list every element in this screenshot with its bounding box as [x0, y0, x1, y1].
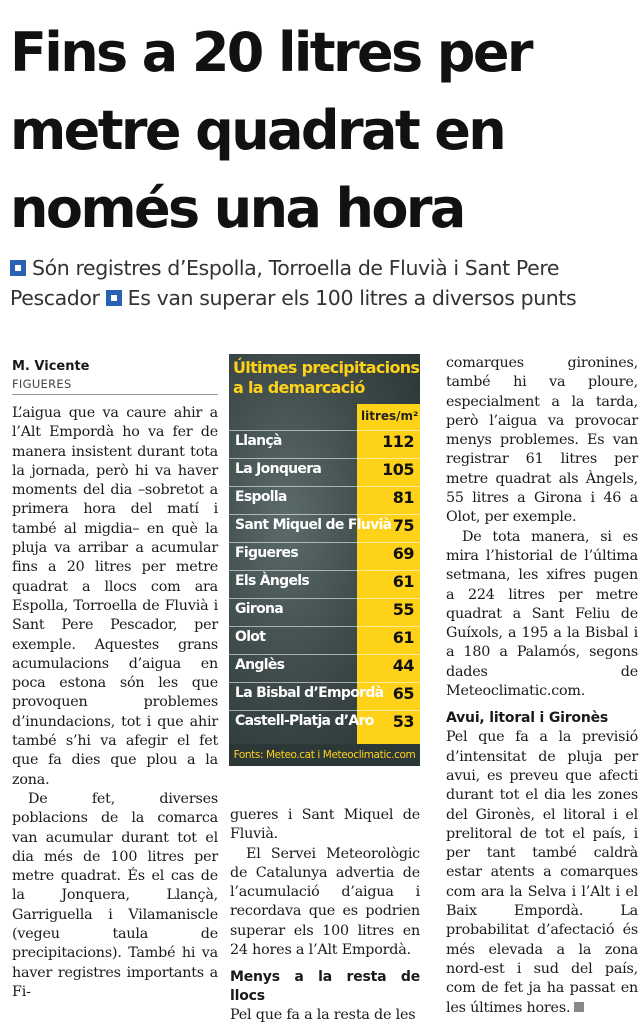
table-row — [229, 430, 420, 454]
table-source: Fonts: Meteo.cat i Meteoclimatic.com — [229, 744, 420, 766]
subheadline-part-1: Són registres d’Espolla, Torroella de Fluvià i Sant Pere — [32, 256, 560, 280]
row-place: Olot — [235, 629, 266, 645]
byline — [12, 358, 218, 395]
table-row — [229, 570, 420, 594]
row-value: 44 — [392, 656, 414, 675]
table-title-line-2: a la demarcació — [233, 378, 365, 397]
headline — [10, 14, 635, 248]
body-column-1 — [12, 404, 218, 1002]
paragraph: gueres i Sant Miquel de Fluvià. — [230, 807, 420, 843]
paragraph-text: Pel que fa a la previsió d’intensitat de pluja per avui, es preveu que afecti durant tot el dia les zones del Gironès, el litoral i el prelitoral de tot el país, i per tant també caldrà estar atents a comarques com ara la Selva i l’Alt i el Baix Empordà. La probabilitat d’afectació és més elevada a la zona nord-est i sud del país, com de fet ja ha passat en les últimes hores. — [446, 729, 638, 1016]
row-value: 53 — [392, 712, 414, 731]
table-row — [229, 542, 420, 566]
headline-line-3: només una hora — [10, 177, 464, 240]
table-unit: litres/m² — [361, 409, 419, 423]
paragraph: L’aigua que va caure ahir a l’Alt Empordà ho va fer de manera insistent durant tota la jornada, però hi va haver moments del dia –sobretot a primera hora del matí i també al migdia– en què la pluja va arribar a acumular fins a 20 litres per metre quadrat a llocs com ara Espolla, Torroella de Fluvià i Sant Pere Pescador, per exemple. Aquestes grans acumulacions d’aigua en poca estona són les que provoquen problemes d’inundacions, tot i que ahir també s’hi va afegir el fet que fa dies que plou a la zona. — [12, 405, 218, 788]
table-title — [233, 358, 419, 398]
headline-line-1: Fins a 20 litres per — [10, 21, 531, 84]
row-place: Els Àngels — [235, 573, 310, 589]
table-row — [229, 598, 420, 622]
row-place: Girona — [235, 601, 284, 617]
row-place: La Bisbal d’Empordà — [235, 685, 384, 701]
table-row — [229, 626, 420, 650]
table-title-line-1: Últimes precipitacions — [233, 358, 420, 377]
subheadline-part-1b: Pescador — [10, 286, 100, 310]
section-subhead: Avui, litoral i Gironès — [446, 710, 609, 727]
precipitation-table — [229, 354, 420, 766]
row-place: La Jonquera — [235, 461, 322, 477]
table-row — [229, 458, 420, 482]
section-subhead: Menys a la resta de llocs — [230, 969, 420, 1005]
row-place: Llançà — [235, 433, 282, 449]
row-value: 81 — [392, 488, 414, 507]
paragraph: comarques gironines, també hi va ploure, especialment a la tarda, però l’aigua va provocar menys problemes. Es van registrar 61 litres per metre quadrat als Àngels, 55 litres a Girona i 46 a Olot, per exemple. — [446, 355, 638, 526]
table-row — [229, 710, 420, 734]
byline-author: M. Vicente — [12, 359, 90, 374]
table-row — [229, 514, 420, 538]
bullet-square-icon — [106, 290, 122, 306]
table-row — [229, 654, 420, 678]
body-column-3 — [446, 354, 638, 1018]
subheadline-part-2: Es van superar els 100 litres a diversos punts — [127, 286, 577, 310]
row-value: 69 — [392, 544, 414, 563]
row-value: 105 — [382, 460, 414, 479]
byline-city: FIGUERES — [12, 377, 72, 391]
table-row — [229, 682, 420, 706]
paragraph: El Servei Meteorològic de Catalunya advertia de l’acumulació d’aigua i recordava que es podrien superar els 100 litres en 24 hores a l’Alt Empordà. — [230, 845, 420, 959]
row-place: Castell-Platja d’Aro — [235, 713, 374, 729]
row-value: 55 — [392, 600, 414, 619]
headline-line-2: metre quadrat en — [10, 99, 505, 162]
row-value: 65 — [392, 684, 414, 703]
row-value: 61 — [392, 628, 414, 647]
byline-divider — [12, 394, 218, 395]
paragraph: Pel que fa a la resta de les — [230, 1007, 416, 1024]
row-place: Sant Miquel de Fluvià — [235, 517, 392, 533]
row-place: Figueres — [235, 545, 298, 561]
row-place: Anglès — [235, 657, 285, 673]
row-value: 61 — [392, 572, 414, 591]
table-row — [229, 486, 420, 510]
paragraph: De tota manera, si es mira l’historial de l’última setmana, les xifres pugen a 224 litres per metre quadrat a Sant Feliu de Guíxols, a 195 a la Bisbal i a 180 a Palamós, segons dades de Meteoclimatic.com. — [446, 528, 638, 700]
subheadline — [10, 253, 640, 313]
end-of-article-icon — [574, 1002, 584, 1012]
bullet-square-icon — [10, 260, 26, 276]
row-value: 112 — [382, 432, 414, 451]
body-column-2 — [230, 806, 420, 1024]
paragraph — [446, 728, 638, 1017]
paragraph: De fet, diverses poblacions de la comarca van acumular durant tot el dia més de 100 litres per metre quadrat. És el cas de la Jonquera, Llançà, Garriguella i Vilamaniscle (vegeu taula de precipitacions). També hi va haver registres importants a Fi- — [12, 790, 218, 1000]
row-place: Espolla — [235, 489, 287, 505]
row-value: 75 — [392, 516, 414, 535]
